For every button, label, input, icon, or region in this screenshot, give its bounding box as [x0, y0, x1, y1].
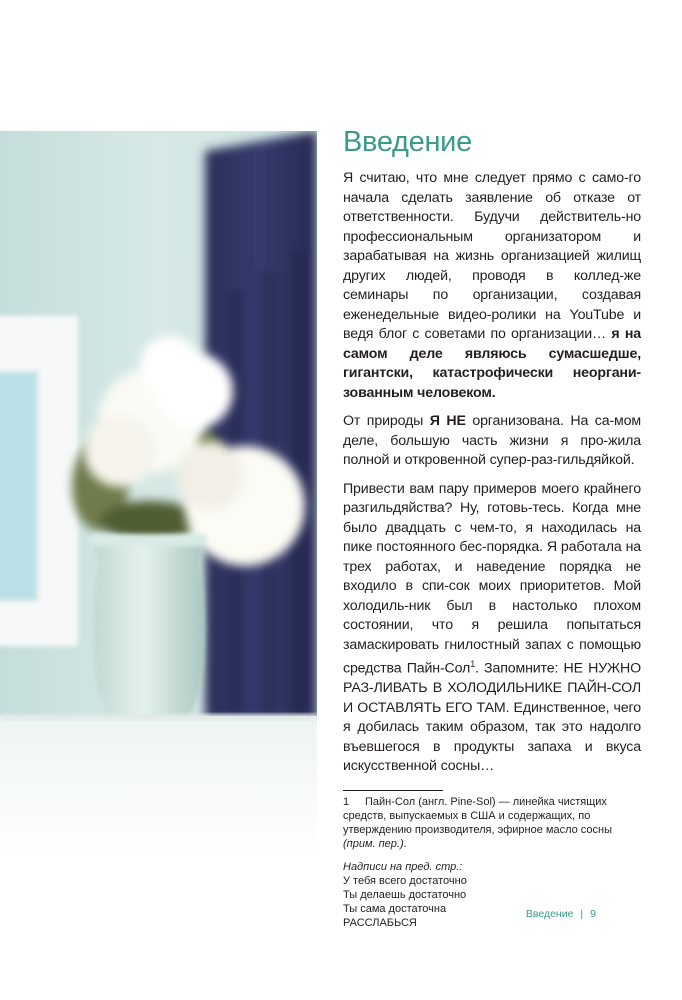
footnote-number: 1 — [343, 795, 350, 808]
paragraph-2 — [343, 412, 641, 471]
paragraph-3-before: Привести вам пару примеров моего крайнего разгильдяйства? Ну, готовь-тесь. Когда мне было двадцать с чем-то, я находилась на пике постоянного бес-порядка. Я работала на трех работах, и наведение порядка не входило в спи-сок моих приоритетов. Мой холодиль-ник был в настолько плохом состоянии, что я решила попытаться замаскировать гнилостный запах с помощью средства Пайн-Сол — [343, 480, 641, 677]
paragraph-1-bold: я на самом деле являюсь сумасшедше, гигантски, катастрофически неоргани-зованным человеком. — [343, 326, 641, 401]
paragraph-2-after: организована. На са-мом деле, большую часть жизни я про-жила полной и откровенной супер-раз-гильдяйкой. — [343, 413, 641, 468]
photo-illustration — [0, 131, 317, 858]
page-title: Введение — [343, 126, 472, 158]
footnote-text-italic: (прим. пер.) — [343, 837, 404, 850]
paragraph-2-bold: Я НЕ — [429, 413, 466, 429]
footnote-divider — [343, 790, 443, 791]
paragraph-3-after: . Запомните: НЕ НУЖНО РАЗ-ЛИВАТЬ В ХОЛОДИЛЬНИКЕ ПАЙН-СОЛ И ОСТАВЛЯТЬ ЕГО ТАМ. Единственное, чего я добилась таким образом, так это надолго въевшегося в продукты запаха и вкуса искусственной сосны… — [343, 660, 641, 775]
text-column — [343, 126, 641, 930]
paragraph-2-before: От природы — [343, 413, 430, 429]
caption-line: РАССЛАБЬСЯ — [343, 916, 417, 929]
footnote — [343, 795, 641, 851]
footer-section: Введение — [525, 908, 574, 920]
footnote-text-before: Пайн-Сол (англ. Pine-Sol) — линейка чистящих средств, выпускаемых в США и содержащих, по утверждению производителя, эфирное масло сосны — [343, 795, 613, 836]
caption-line: У тебя всего достаточно — [343, 874, 467, 887]
paragraph-3 — [343, 480, 641, 777]
footer-separator: | — [580, 908, 584, 920]
footnote-ref[interactable]: 1 — [470, 659, 476, 669]
caption-heading: Надписи на пред. стр.: — [343, 860, 463, 873]
footnote-text-after: . — [403, 837, 407, 850]
photo-flowers-vase — [0, 131, 317, 858]
caption-line: Ты делаешь достаточно — [343, 888, 467, 901]
paragraph-1-text: Я считаю, что мне следует прямо с само-го начала сделать заявление об отказе от ответственности. Будучи действитель-но профессиональным организатором и зарабатывая на жизнь организацией жилищ других людей, проводя в коллед-же семинары по организации, создавая еженедельные видео-ролики на YouTube и ведя блог с советами по организации… — [343, 170, 641, 342]
page-footer — [526, 908, 596, 920]
paragraph-1 — [343, 169, 641, 403]
page-number: 9 — [590, 908, 596, 920]
caption-line: Ты сама достаточна — [343, 902, 447, 915]
